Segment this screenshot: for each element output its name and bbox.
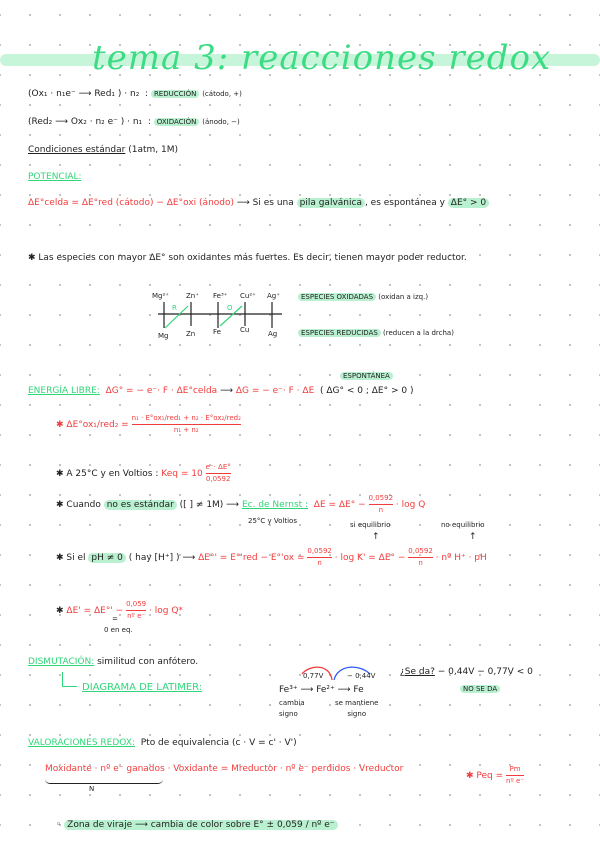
nernst-line: ✱ Cuando no es estándar ([ ] ≠ 1M) ⟶ Ec. de Nernst : ΔE = ΔE° − $\frac{0,0592}{n}$ · log Q xyxy=(56,494,426,514)
scale-ticks xyxy=(164,302,272,328)
scale-top-2: Fe³⁺ xyxy=(213,292,228,300)
up-arrow-icon: ↑ xyxy=(469,532,477,542)
reduction-note: (cátodo, +) xyxy=(202,90,242,98)
question-calc: − 0,44V − 0,77V < 0 xyxy=(437,667,533,677)
eprime-note: 0 en eq. xyxy=(104,626,133,634)
ph-mid: · log K' = ΔE° − xyxy=(334,553,406,563)
species-note-text: Las especies con mayor ΔE° son oxidantes más fuertes. Es decir, tienen mayor poder reductor. xyxy=(38,253,467,263)
scale-top-1: Zn⁺ xyxy=(186,292,199,300)
latimer-v1: 0,77V xyxy=(303,672,324,680)
scale-bottom-1: Zn xyxy=(186,330,196,338)
gibbs: ΔG = − e⁻· F · ΔE xyxy=(235,386,315,396)
oxidation-label: OXIDACIÓN xyxy=(154,118,200,126)
reduction-equation: (Ox₁ · n₁e⁻ ⟶ Red₁ ) · n₂ xyxy=(28,89,140,99)
scale-top-0: Mg²⁺ xyxy=(152,292,169,300)
spontaneous-label: ESPONTÁNEA xyxy=(340,372,393,380)
titration-equation xyxy=(45,764,403,774)
species-note: ✱ Las especies con mayor ΔE° son oxidantes más fuertes. Es decir, tienen mayor poder reductor. xyxy=(28,253,467,263)
dismutacion-heading: DISMUTACIÓN: xyxy=(28,657,95,667)
peq-lhs: Peq = xyxy=(476,771,504,781)
oxidized-note: (oxidan a izq.) xyxy=(378,293,429,301)
keq-formula: Keq = 10 xyxy=(161,469,203,479)
potencial-heading: POTENCIAL: xyxy=(28,172,82,182)
ph-line: ✱ Si el pH ≠ 0 ( hay [H⁺] ) ⟶ ΔE°' = E°'red − E°'ox = $\frac{0,0592}{n}$ · log K' = ΔE° − $\frac{0,0592}{n}$ · nº H⁺ · pH xyxy=(56,547,487,567)
energia-arrow: ⟶ xyxy=(220,386,233,396)
keq-line: ✱ A 25°C y en Voltios : Keq = 10 $\frac{e^-\cdot \Delta E^\circ}{0,0592}$ xyxy=(56,463,231,483)
potencial-text: ⟶ Si es una xyxy=(236,198,294,208)
potencial-line xyxy=(28,198,489,208)
no-estandar-highlight: no es estándar xyxy=(104,500,177,510)
note-cambia xyxy=(279,698,305,720)
latimer-heading: DIAGRAMA DE LATIMER: xyxy=(82,682,203,693)
valoraciones-line xyxy=(28,738,297,748)
dismutacion-text: similitud con anfótero. xyxy=(97,657,199,667)
se-da-question xyxy=(400,667,533,677)
question-text: ¿Se da? xyxy=(400,667,435,677)
eprime-num: 0,059 xyxy=(126,599,146,611)
ph-highlight: pH ≠ 0 xyxy=(88,553,125,563)
scale-bottom-2: Fe xyxy=(213,328,221,336)
oxidized-label: ESPECIES OXIDADAS xyxy=(298,293,376,301)
viraje-line: ◦ Zona de viraje ⟶ cambia de color sobre E° ± 0,059 / nº e⁻ xyxy=(56,820,338,830)
nernst-cond: ([ ] ≠ 1M) ⟶ xyxy=(179,500,240,510)
eprime-tail: · log Q* xyxy=(149,606,183,616)
oxidation-line: (Red₂ ⟶ Ox₂ · n₂ e⁻ ) · n₁ : OXIDACIÓN (ánodo, −) xyxy=(28,117,240,127)
peq-formula: ✱ Peq = $\frac{Pm}{\text{nº e⁻}}$ xyxy=(466,765,525,785)
reduced-label: ESPECIES REDUCIDAS xyxy=(298,329,381,337)
nernst-sublabel: 25°C y Voltios xyxy=(248,517,297,525)
no-equilibrio-note: no equilibrio xyxy=(441,521,485,529)
up-arrow-icon: ↑ xyxy=(372,532,380,542)
page-title: tema 3: reacciones redox xyxy=(92,38,552,78)
viraje-text: Zona de viraje ⟶ cambia de color sobre E° ± 0,059 / nº e⁻ xyxy=(64,820,337,830)
scale-top-4: Ag⁺ xyxy=(267,292,280,300)
branch-arrow-icon xyxy=(62,672,77,687)
keq-exp-num: e⁻· ΔE° xyxy=(206,462,231,474)
titration-right: = Mreductor · nº e⁻ perdidos · Vreductor xyxy=(220,764,404,774)
ph-num2: 0,0592 xyxy=(408,546,433,558)
si-equilibrio-note: si equilibrio xyxy=(350,521,391,529)
reduction-label: REDUCCIÓN xyxy=(151,90,199,98)
nernst-den: n xyxy=(378,506,383,514)
reduced-note: (reducen a la drcha) xyxy=(383,329,454,337)
standard-conditions-label: Condiciones estándar xyxy=(28,145,126,155)
no-se-da-badge: NO SE DA xyxy=(460,685,500,693)
scale-bottom-0: Mg xyxy=(158,332,169,340)
scale-top-3: Cu²⁺ xyxy=(240,292,256,300)
potencial-mid: , es espontánea y xyxy=(364,198,445,208)
delta-e-highlight: ΔE° > 0 xyxy=(448,198,489,208)
keq-prefix: A 25°C y en Voltios : xyxy=(66,469,159,479)
latimer-species: Fe³⁺ ⟶ Fe²⁺ ⟶ Fe xyxy=(279,685,364,695)
arrow-r-label: R xyxy=(172,304,177,312)
gibbs-standard: ΔG° = − e⁻· F · ΔE°celda xyxy=(105,386,218,396)
brace xyxy=(45,779,163,784)
valoraciones-text: Pto de equivalencia (c · V = c' · V') xyxy=(140,738,297,748)
eprime-den: nº e⁻ xyxy=(127,612,146,620)
oxidation-equation: (Red₂ ⟶ Ox₂ · n₂ e⁻ ) · n₁ xyxy=(28,117,143,127)
ph-tail: · nº H⁺ · pH xyxy=(435,553,487,563)
nernst-num: 0,0592 xyxy=(369,493,394,505)
energia-line xyxy=(28,386,413,396)
mixed-den: n₁ + n₂ xyxy=(173,426,199,434)
ph-cond: ( hay [H⁺] ) ⟶ xyxy=(128,553,196,563)
oxidized-species xyxy=(298,293,428,301)
eprime-equals: = xyxy=(112,615,118,623)
nernst-label: Ec. de Nernst : xyxy=(241,500,309,510)
nernst-formula: ΔE = ΔE° − xyxy=(313,500,366,510)
note-cambia-2: signo xyxy=(279,710,298,718)
latimer-v2: − 0,44V xyxy=(347,672,376,680)
nernst-tail: · log Q xyxy=(395,500,426,510)
ph-num: 0,0592 xyxy=(307,546,332,558)
dismutacion-line xyxy=(28,657,198,667)
energia-condition: ( ΔG° < 0 ; ΔE° > 0 ) xyxy=(320,386,414,396)
note-mantiene xyxy=(335,698,378,720)
note-cambia-1: cambia xyxy=(279,699,305,707)
mixed-potential: ✱ ΔE°ox₁/red₂ = $\frac{\text{n₁ · E°ox₁/red₁ + n₂ · E°ox₂/red₂}}{\text{n₁ + n₂}}$ xyxy=(56,414,241,434)
nernst-prefix: Cuando xyxy=(66,500,101,510)
standard-conditions-values: (1atm, 1M) xyxy=(128,145,179,155)
peq-num: Pm xyxy=(506,764,524,776)
valoraciones-heading: VALORACIONES REDOX: xyxy=(28,738,135,748)
pila-galvanica-highlight: pila galvánica xyxy=(297,198,365,208)
note-mantiene-1: se mantiene xyxy=(335,699,379,707)
oxidation-note: (ánodo, −) xyxy=(202,118,240,126)
standard-conditions xyxy=(28,145,178,155)
ph-den2: n xyxy=(418,559,423,567)
energia-heading: ENERGÍA LIBRE: xyxy=(28,386,100,396)
eprime-line: ✱ ΔE' = ΔE°' − $\frac{0,059}{\text{nº e⁻}}$ · log Q* xyxy=(56,600,183,620)
arrow-o-label: O xyxy=(227,304,233,312)
mixed-lhs: ΔE°ox₁/red₂ = xyxy=(66,420,129,430)
brace-label: N xyxy=(89,785,95,793)
titration-left: Moxidante · nº e⁻ ganados · Voxidante xyxy=(45,764,218,774)
potencial-formula: ΔE°celda = ΔE°red (cátodo) − ΔE°oxi (ánodo) xyxy=(28,198,235,208)
keq-exp-den: 0,0592 xyxy=(205,475,231,483)
mixed-num: n₁ · E°ox₁/red₁ + n₂ · E°ox₂/red₂ xyxy=(132,413,241,425)
reduced-species xyxy=(298,329,454,337)
scale-bottom-3: Cu xyxy=(240,326,250,334)
eprime-formula: ΔE' = ΔE°' − xyxy=(66,606,124,616)
scale-bottom-4: Ag xyxy=(268,330,278,338)
ph-den: n xyxy=(317,559,322,567)
reduction-line: (Ox₁ · n₁e⁻ ⟶ Red₁ ) · n₂ : REDUCCIÓN (cátodo, +) xyxy=(28,89,242,99)
ph-prefix: Si el xyxy=(66,553,86,563)
peq-den: nº e⁻ xyxy=(506,777,525,785)
ph-formula: ΔE°' = E°'red − E°'ox = xyxy=(198,553,305,563)
note-mantiene-2: signo xyxy=(347,710,367,718)
